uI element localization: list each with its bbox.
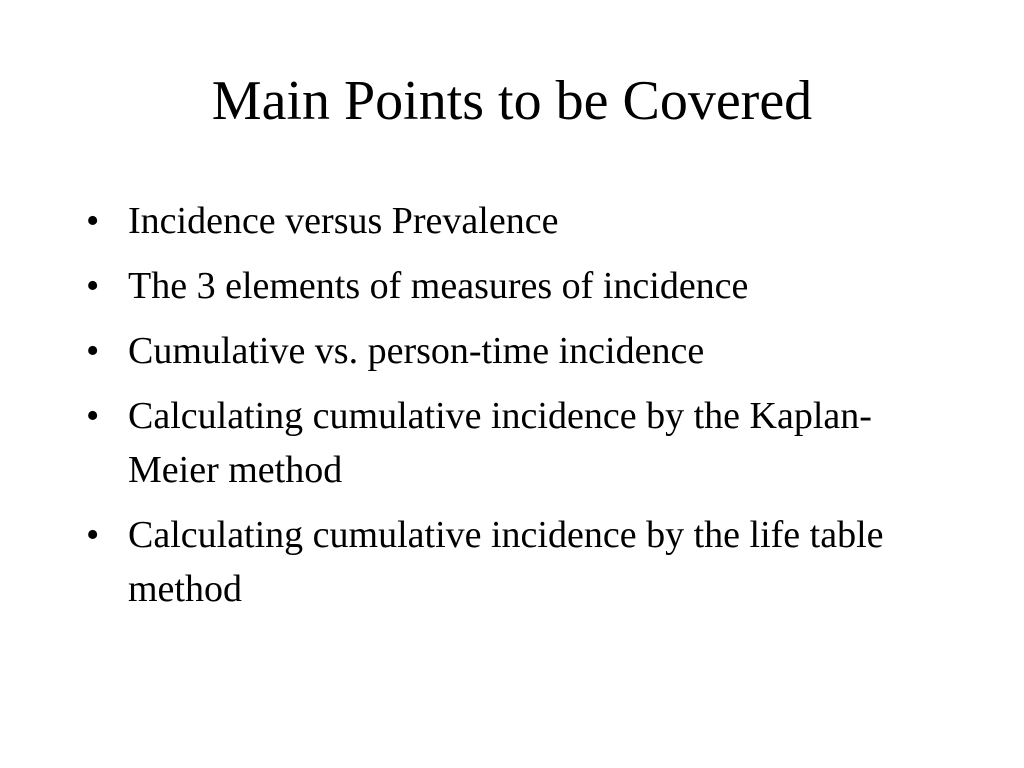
bullet-icon: • (86, 200, 100, 242)
bullet-icon: • (86, 514, 100, 556)
list-item (84, 389, 954, 497)
bullet-list (84, 194, 954, 627)
bullet-text: Incidence versus Prevalence (128, 200, 559, 242)
slide-title: Main Points to be Covered (211, 70, 813, 132)
list-item (84, 259, 954, 313)
bullet-text: Calculating cumulative incidence by the life table method (128, 514, 884, 610)
bullet-text: The 3 elements of measures of incidence (128, 265, 749, 307)
list-item (84, 324, 954, 378)
list-item (84, 508, 954, 616)
list-item (84, 194, 954, 248)
bullet-text: Cumulative vs. person-time incidence (128, 330, 705, 372)
bullet-icon: • (86, 330, 100, 372)
bullet-text: Calculating cumulative incidence by the Kaplan-Meier method (128, 395, 872, 491)
bullet-icon: • (86, 265, 100, 307)
bullet-icon: • (86, 395, 100, 437)
